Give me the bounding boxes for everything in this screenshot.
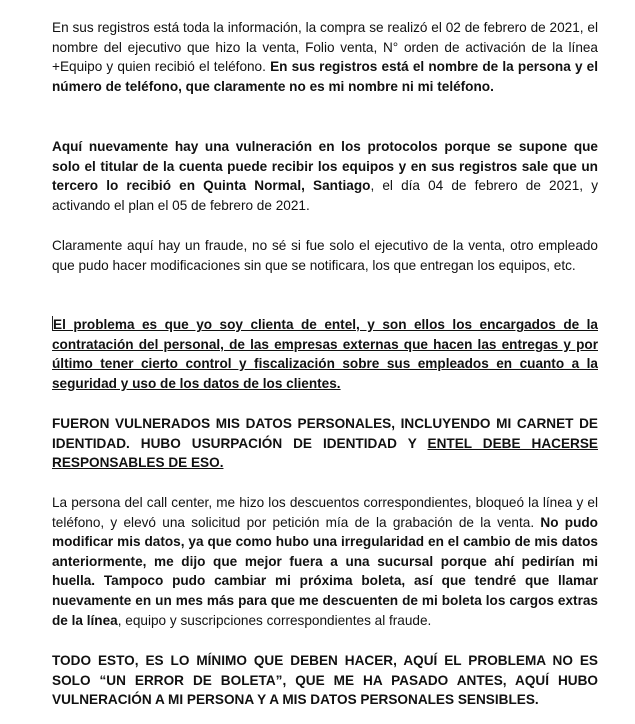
problem-statement-text: El problema es que yo soy clienta de entel, y son ellos los encargados de la contratación del personal, de las empresas externas que hacen las entregas y por último tener cierto control y fiscalización sobre sus empleados en cuanto a la seguridad y uso de los datos de los clientes. — [52, 317, 598, 391]
paragraph-fraud — [52, 236, 598, 275]
paragraph-problem-statement — [52, 315, 598, 393]
purchase-records-bold-text: En sus registros está el nombre de la persona y el número de teléfono, que claramente no es mi nombre ni mi teléfono. — [52, 59, 598, 94]
call-center-bold-text: No pudo modificar mis datos, ya que como hubo una irregularidad en el cambio de mis datos anteriormente, me dijo que mejor fuera a una sucursal porque ahí pedirían mi huella. Tampoco pudo cambiar mi próxima boleta, así que tendré que llamar nuevamente en un mes más para que me descuenten de mi boleta los cargos extras de la línea — [52, 514, 598, 628]
paragraph-purchase-records — [52, 18, 598, 96]
call-center-closing-text: , equipo y suscripciones correspondientes al fraude. — [117, 612, 432, 628]
data-violated-underlined-text: ENTEL DEBE HACERSE RESPONSABLES DE ESO. — [52, 435, 598, 471]
data-violated-bold-text: FUERON VULNERADOS MIS DATOS PERSONALES, INCLUYENDO MI CARNET DE IDENTIDAD. HUBO USURPACIÓN DE IDENTIDAD Y — [52, 416, 598, 451]
conclusion-bold-text: TODO ESTO, ES LO MÍNIMO QUE DEBEN HACER, AQUÍ EL PROBLEMA NO ES SOLO “UN ERROR DE BOLETA”, QUE ME HA PASADO ANTES, AQUÍ HUBO VULNERACIÓN A MI PERSONA Y A MIS DATOS PERSONALES SENSIBLES. — [52, 653, 598, 708]
call-center-text: La persona del call center, me hizo los descuentos correspondientes, bloqueó la línea y el teléfono, y elevó una solicitud por petición mía de la grabación de la venta. — [52, 495, 598, 530]
paragraph-conclusion — [52, 651, 598, 710]
paragraph-call-center — [52, 493, 598, 630]
protocol-violation-bold-text: Aquí nuevamente hay una vulneración en los protocolos porque se supone que solo el titular de la cuenta puede recibir los equipos y en sus registros sale que un tercero lo recibió en Quinta Normal, Santiago — [52, 139, 598, 194]
protocol-violation-text: , el día 04 de febrero de 2021, y activando el plan el 05 de febrero de 2021. — [52, 178, 598, 213]
paragraph-data-violated — [52, 414, 598, 473]
paragraph-protocol-violation — [52, 137, 598, 215]
purchase-records-text: En sus registros está toda la información, la compra se realizó el 02 de febrero de 2021, el nombre del ejecutivo que hizo la venta, Folio venta, N° orden de activación de la línea +Equipo y quien recibió el teléfono. — [52, 20, 598, 75]
fraud-text: Claramente aquí hay un fraude, no sé si fue solo el ejecutivo de la venta, otro empleado que pudo hacer modificaciones sin que se notificara, los que entregan los equipos, etc. — [52, 238, 598, 273]
